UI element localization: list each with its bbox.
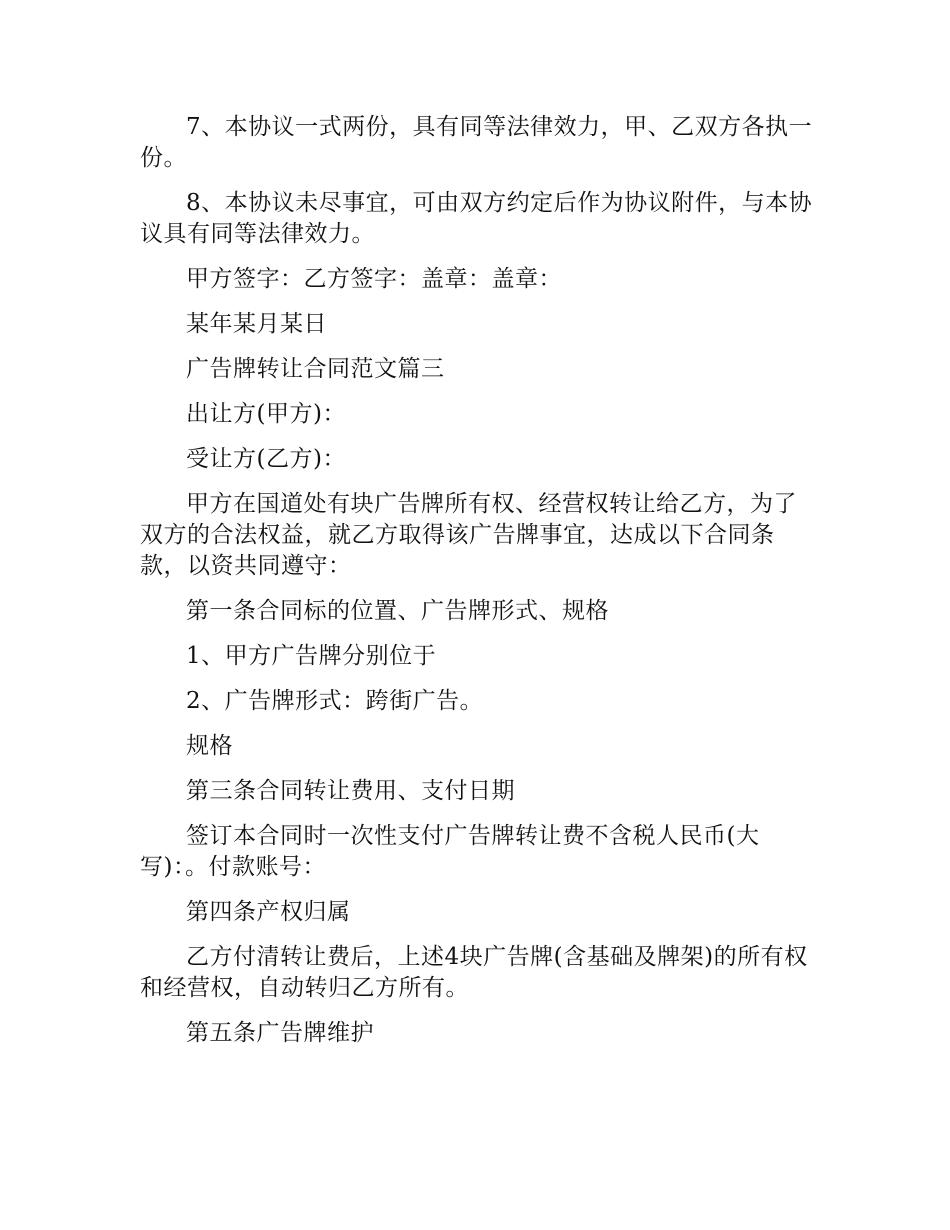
preamble-paragraph: 甲方在国道处有块广告牌所有权、经营权转让给乙方，为了双方的合法权益，就乙方取得该广告牌事宜，达成以下合同条款，以资共同遵守： bbox=[140, 491, 797, 579]
article-4-paragraph: 乙方付清转让费后，上述4块广告牌(含基础及牌架)的所有权和经营权，自动转归乙方所有。 bbox=[140, 944, 808, 1001]
article-1-item-2: 2、广告牌形式：跨街广告。 bbox=[186, 688, 484, 714]
date-line: 某年某月某日 bbox=[186, 311, 327, 337]
transferor-field: 出让方(甲方)： bbox=[186, 401, 346, 427]
article-5-heading: 第五条广告牌维护 bbox=[186, 1020, 374, 1046]
article-3-heading: 第三条合同转让费用、支付日期 bbox=[186, 778, 515, 804]
article-3-paragraph: 签订本合同时一次性支付广告牌转让费不含税人民币(大写)：。付款账号： bbox=[140, 823, 760, 880]
document-body bbox=[140, 112, 820, 1063]
article-1-heading: 第一条合同标的位置、广告牌形式、规格 bbox=[186, 598, 609, 624]
article-1-item-1: 1、甲方广告牌分别位于 bbox=[186, 643, 437, 669]
paragraph-clause-8: 8、本协议未尽事宜，可由双方约定后作为协议附件，与本协议具有同等法律效力。 bbox=[140, 190, 813, 247]
transferee-field: 受让方(乙方)： bbox=[186, 446, 346, 472]
specification-line: 规格 bbox=[186, 733, 233, 759]
signature-line: 甲方签字：乙方签字：盖章：盖章： bbox=[186, 266, 562, 292]
paragraph-clause-7: 7、本协议一式两份，具有同等法律效力，甲、乙双方各执一份。 bbox=[140, 114, 813, 171]
section-title: 广告牌转让合同范文篇三 bbox=[186, 356, 445, 382]
article-4-heading: 第四条产权归属 bbox=[186, 899, 351, 925]
